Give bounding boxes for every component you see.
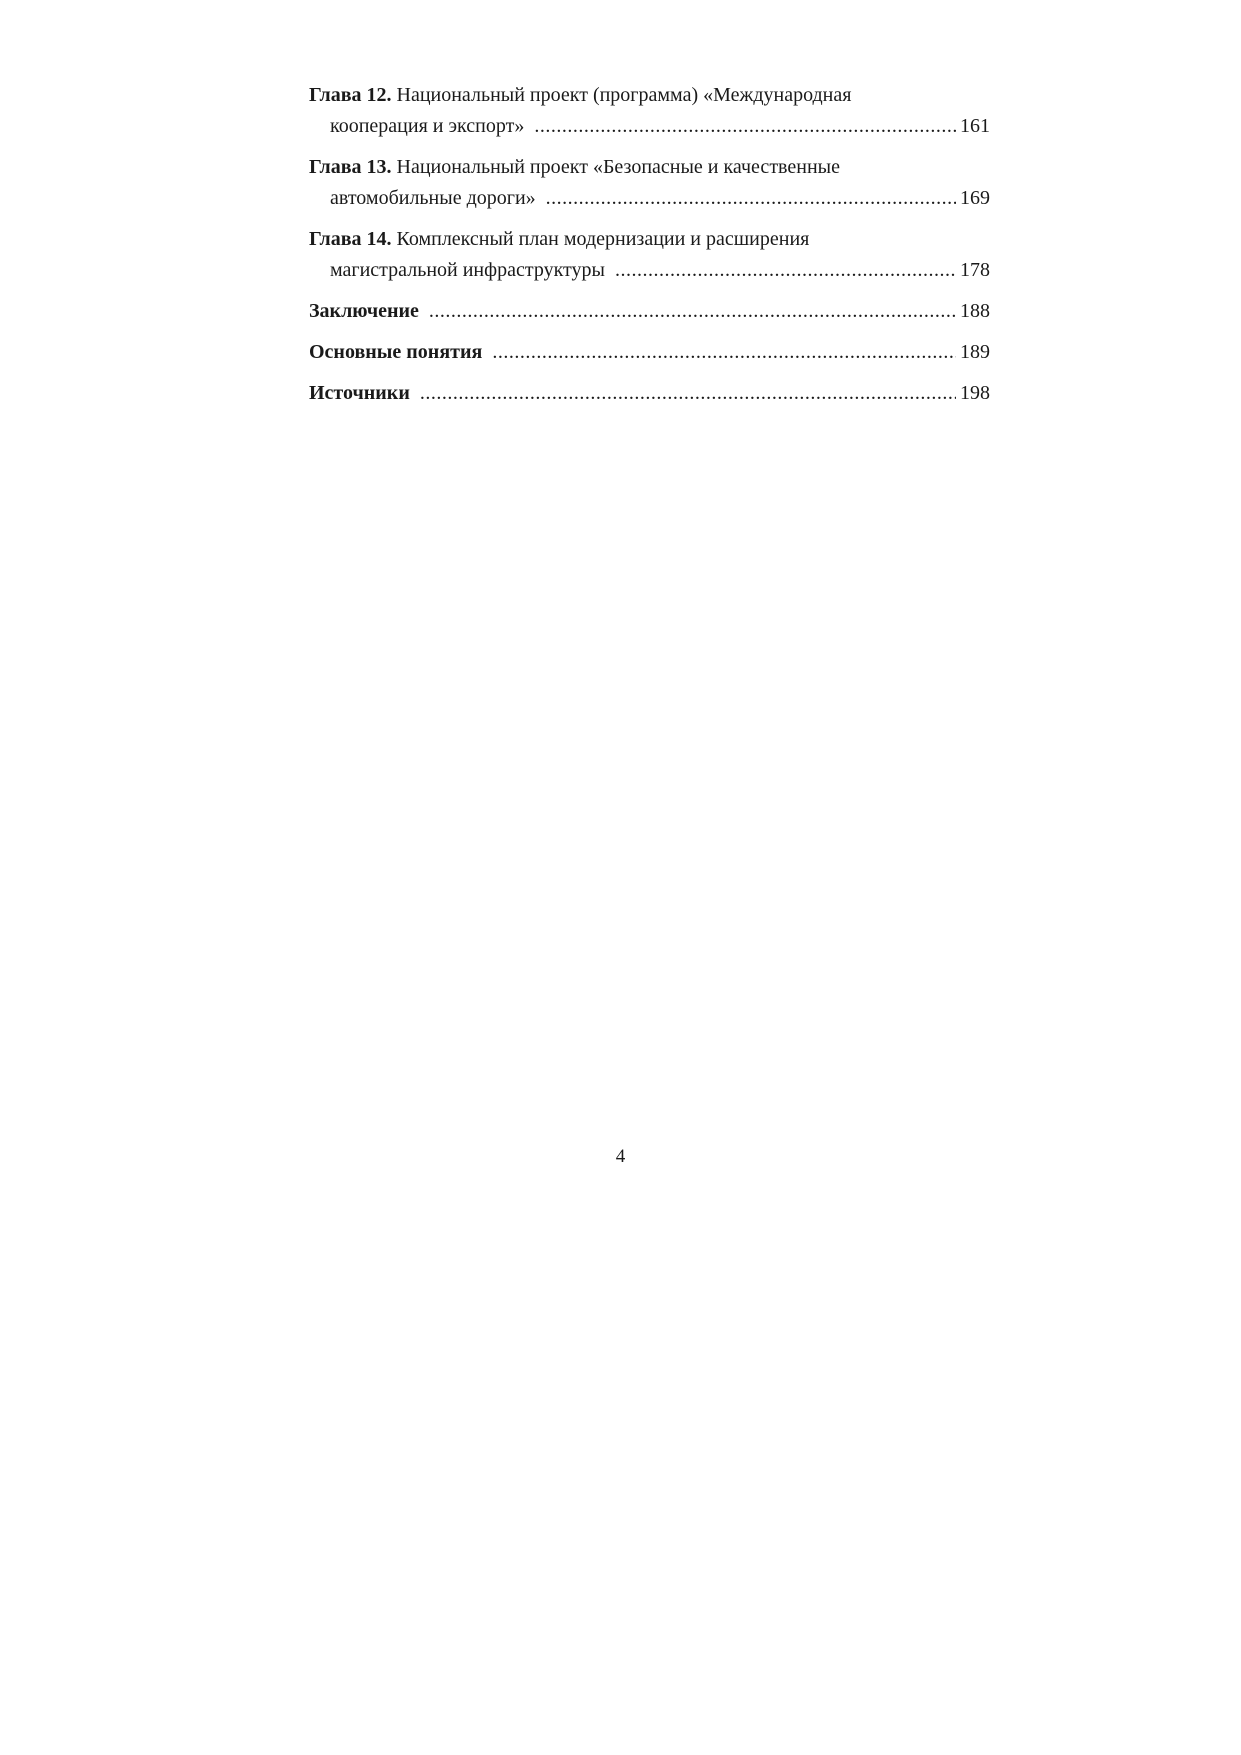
toc-entry-title-continued: кооперация и экспорт» — [330, 115, 525, 137]
toc-entry-label: Основные понятия — [309, 341, 483, 363]
toc-entry-page: 188 — [960, 300, 990, 322]
page-number: 4 — [615, 1146, 626, 1167]
dot-leader — [429, 296, 956, 327]
toc-entry-label: Глава 13. — [309, 156, 392, 178]
toc-entry-title: Национальный проект (программа) «Международная — [391, 84, 852, 106]
dot-leader — [534, 111, 956, 142]
toc-entry-title: Национальный проект «Безопасные и качественные — [391, 156, 840, 178]
toc-entry-label: Заключение — [309, 300, 419, 322]
dot-leader — [546, 183, 956, 214]
toc-entry-sources[interactable] — [309, 378, 990, 409]
toc-entry-label: Источники — [309, 382, 410, 404]
toc-entry-page: 161 — [960, 115, 990, 137]
toc-entry-glossary[interactable] — [309, 337, 990, 368]
dot-leader — [615, 255, 956, 286]
toc-entry-page: 198 — [960, 382, 990, 404]
toc-entry-page: 189 — [960, 341, 990, 363]
toc-entry-title-continued: автомобильные дороги» — [330, 187, 536, 209]
toc-entry-title: Комплексный план модернизации и расширения — [391, 228, 810, 250]
toc-entry-page: 169 — [960, 187, 990, 209]
toc-entry-label: Глава 12. — [309, 84, 392, 106]
toc-entry-chapter-13[interactable] — [309, 152, 990, 214]
toc-entry-conclusion[interactable] — [309, 296, 990, 327]
table-of-contents — [309, 80, 990, 419]
dot-leader — [420, 378, 956, 409]
toc-entry-chapter-12[interactable] — [309, 80, 990, 142]
toc-entry-page: 178 — [960, 259, 990, 281]
dot-leader — [492, 337, 956, 368]
toc-entry-chapter-14[interactable] — [309, 224, 990, 286]
toc-entry-title-continued: магистральной инфраструктуры — [330, 259, 605, 281]
toc-entry-label: Глава 14. — [309, 228, 392, 250]
